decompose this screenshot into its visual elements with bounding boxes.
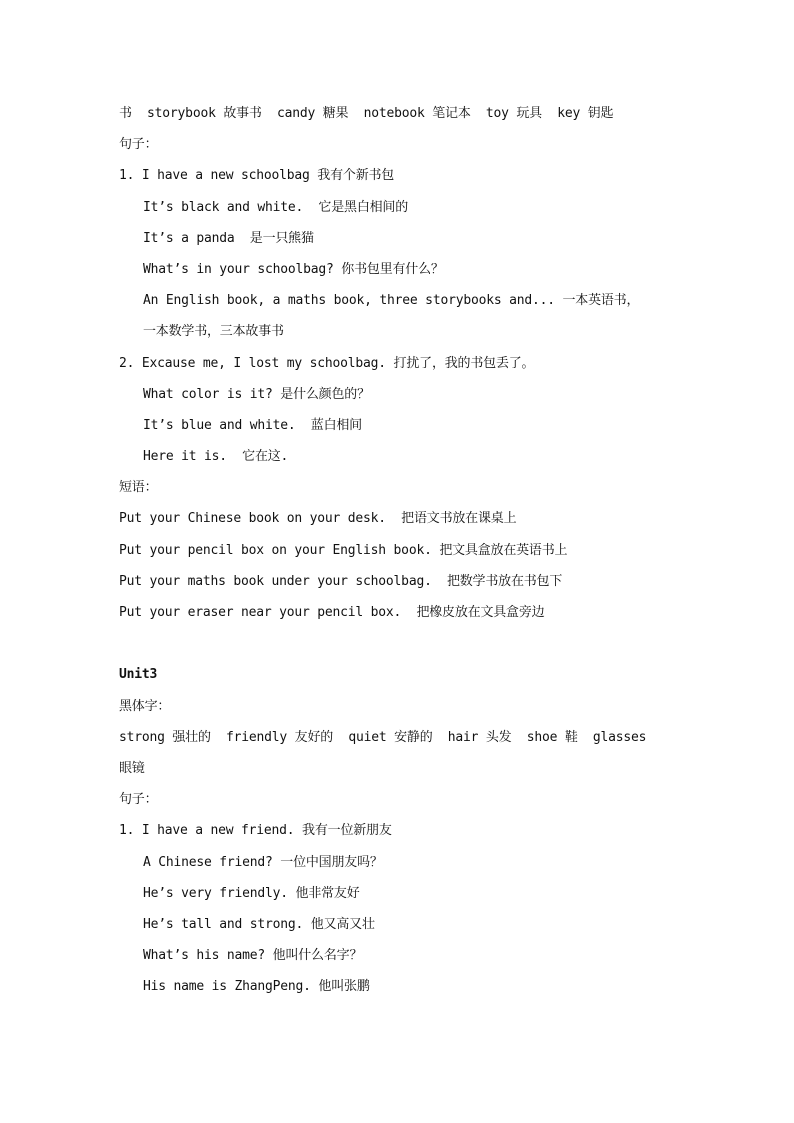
vocab-line: strong 强壮的 friendly 友好的 quiet 安静的 hair 头发 shoe 鞋 glasses xyxy=(119,729,647,745)
phrase-line: Put your pencil box on your English book. 把文具盒放在英语书上 xyxy=(119,542,568,558)
phrase-line: Put your Chinese book on your desk. 把语文书放在课桌上 xyxy=(119,511,517,527)
sentence-item: 2. Excause me, I lost my schoolbag. 打扰了，我的书包丢了。 xyxy=(119,355,535,371)
sentence-line: Here it is. 它在这. xyxy=(143,449,289,465)
document-content xyxy=(119,98,719,1002)
blank-line xyxy=(119,628,719,659)
sentences-heading: 句子： xyxy=(119,137,158,153)
sentence-line: His name is ZhangPeng. 他叫张鹏 xyxy=(143,979,370,995)
sentences-heading: 句子： xyxy=(119,792,158,808)
phrase-line: Put your eraser near your pencil box. 把橡皮放在文具盒旁边 xyxy=(119,605,545,620)
sentence-item: 1. I have a new schoolbag 我有个新书包 xyxy=(119,168,395,184)
bold-words-heading: 黑体字： xyxy=(119,698,171,714)
sentence-item: 1. I have a new friend. 我有一位新朋友 xyxy=(119,823,392,839)
sentence-line: He’s tall and strong. 他又高又壮 xyxy=(143,916,375,932)
phrase-line: Put your maths book under your schoolbag. 把数学书放在书包下 xyxy=(119,573,563,589)
sentence-line: It’s blue and white. 蓝白相间 xyxy=(143,417,362,433)
unit-heading: Unit3 xyxy=(119,667,158,683)
vocab-line: 眼镜 xyxy=(119,760,145,776)
sentence-line: A Chinese friend? 一位中国朋友吗？ xyxy=(143,854,383,870)
sentence-line: What’s his name? 他叫什么名字？ xyxy=(143,948,363,964)
sentence-line: It’s a panda 是一只熊猫 xyxy=(143,230,314,246)
vocab-line: 书 storybook 故事书 candy 糖果 notebook 笔记本 toy 玩具 key 钥匙 xyxy=(119,106,614,121)
sentence-line: An English book, a maths book, three storybooks and... 一本英语书， xyxy=(143,293,640,309)
sentence-line: What color is it? 是什么颜色的？ xyxy=(143,386,370,402)
sentence-line: What’s in your schoolbag? 你书包里有什么？ xyxy=(143,261,444,277)
sentence-line: 一本数学书，三本故事书 xyxy=(143,324,284,340)
sentence-line: It’s black and white. 它是黑白相间的 xyxy=(143,199,409,215)
phrases-heading: 短语： xyxy=(119,480,158,496)
sentence-line: He’s very friendly. 他非常友好 xyxy=(143,885,360,901)
